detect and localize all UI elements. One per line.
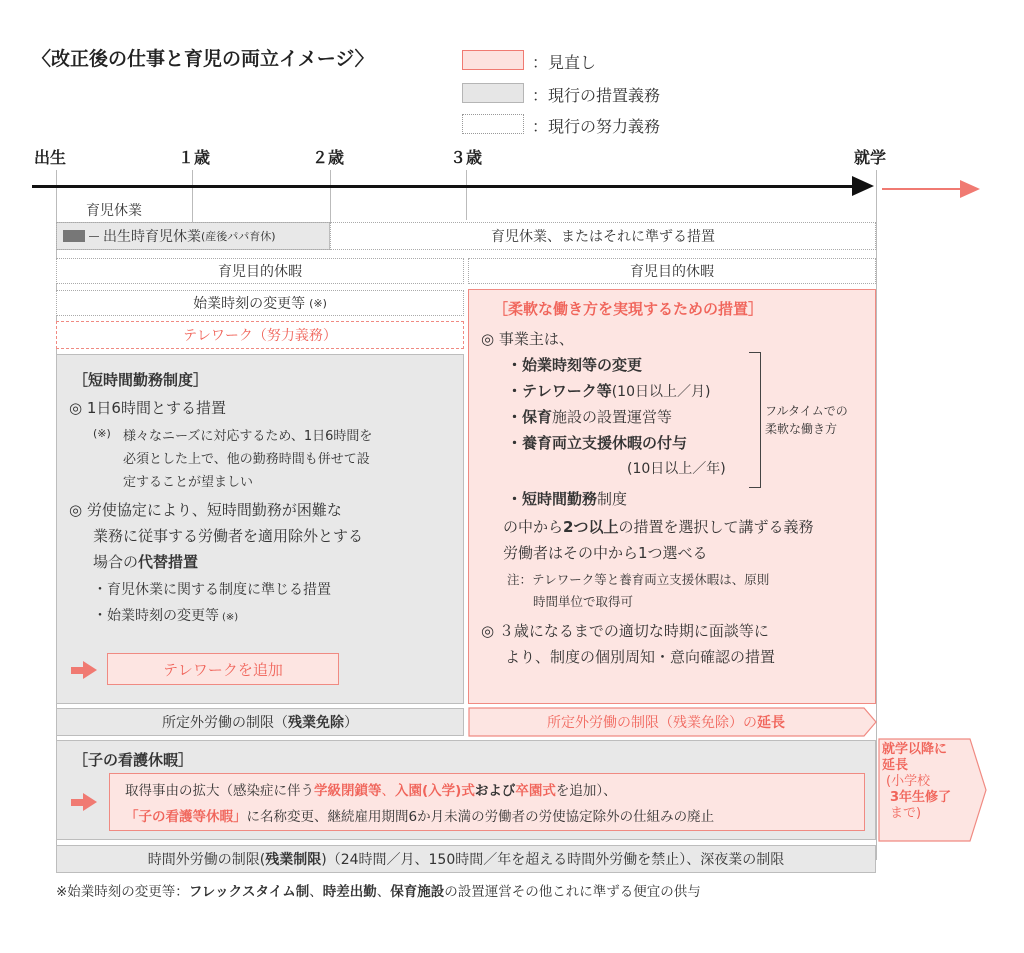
start-time-change-label: 始業時刻の変更等 — [193, 296, 306, 312]
short-hours-item1: ◎ 1日6時間とする措置 — [69, 399, 226, 417]
birth-leave-sub: (産後パパ育休) — [201, 230, 276, 243]
telework-add-arrow-icon — [71, 661, 97, 679]
flex-interview1: ◎ ３歳になるまでの適切な時期に面談等に — [481, 622, 769, 640]
flex-work-panel — [468, 289, 876, 704]
telework-effort-label: テレワーク（努力義務） — [183, 328, 337, 344]
fulltime-label1: フルタイムでの — [765, 404, 848, 418]
birth-leave-label: 出生時育児休業 — [103, 229, 201, 245]
extension-arrow-line — [882, 188, 962, 190]
extension-arrowhead — [960, 180, 980, 198]
extension-l3: (小学校 — [886, 774, 931, 789]
overtime-limit-row: 時間外労働の制限( 残業制限 )（24時間／月、150時間／年を超える時間外労働を禁止）、深夜業の制限 — [56, 845, 876, 873]
fulltime-bracket — [749, 352, 761, 488]
childcare-leave-label: 育児休業 — [86, 203, 142, 219]
extension-l2: 延長 — [882, 758, 909, 773]
sick-leave-arrow-icon — [71, 793, 97, 811]
purpose-leave-left: 育児目的休暇 — [56, 258, 464, 284]
extension-text — [882, 742, 951, 822]
short-hours-note2: 必須とした上で、他の勤務時間も併せて設 — [123, 452, 370, 467]
telework-add-box: テレワークを追加 — [107, 653, 339, 685]
legend-label-mandatory: ：現行の措置義務 — [532, 86, 661, 105]
birth-leave-bar — [56, 222, 330, 250]
legend-swatch-mandatory — [462, 83, 524, 103]
timeline-age2: ２歳 — [312, 148, 345, 167]
timeline-arrowhead — [852, 176, 874, 196]
tick-age2 — [330, 170, 331, 225]
timeline-school: 就学 — [854, 148, 887, 167]
short-hours-panel — [56, 354, 464, 704]
flex-heading: ［柔軟な働き方を実現するための措置］ — [493, 300, 764, 318]
flex-note1: 注：テレワーク等と養育両立支援休暇は、原則 — [507, 572, 770, 587]
extension-l4: 3年生修了 — [890, 790, 952, 805]
flex-measure2: ・テレワーク等(10日以上／月) — [507, 382, 711, 400]
flex-measure1: ・始業時刻等の変更 — [507, 356, 643, 374]
sick-leave-panel — [56, 740, 876, 840]
overtime-right-row: 所定外労働の制限（残業免除）の 延長 — [547, 715, 785, 731]
legend-label-effort: ：現行の努力義務 — [532, 117, 661, 136]
short-hours-note3: 定することが望ましい — [123, 475, 254, 490]
page-title: 〈改正後の仕事と育児の両立イメージ〉 — [32, 48, 374, 70]
tick-age1 — [192, 170, 193, 230]
flex-note2: 時間単位で取得可 — [533, 594, 634, 609]
flex-interview2: より、制度の個別周知・意向確認の措置 — [505, 648, 776, 666]
tick-age3 — [466, 170, 467, 220]
birth-leave-marker — [63, 230, 85, 242]
timeline-age1: １歳 — [178, 148, 211, 167]
short-hours-note-mark: (※) — [93, 427, 111, 440]
short-hours-item2c: 場合の代替措置 — [93, 553, 199, 571]
legend-swatch-effort — [462, 114, 524, 134]
short-hours-note1: 様々なニーズに対応するため、1日6時間を — [123, 429, 373, 444]
flex-measure5: ・短時間勤務制度 — [507, 490, 628, 508]
telework-effort-row — [56, 321, 464, 349]
timeline-birth: 出生 — [34, 148, 67, 167]
start-time-change-row — [56, 290, 464, 316]
fulltime-label2: 柔軟な働き方 — [765, 422, 838, 436]
overtime-left-row: 所定外労働の制限（ 残業免除 ） — [56, 708, 464, 736]
legend-swatch-revision — [462, 50, 524, 70]
flex-measure4: ・養育両立支援休暇の付与 — [507, 434, 688, 452]
timeline-age3: ３歳 — [450, 148, 483, 167]
flex-measure4-rest: (10日以上／年) — [627, 461, 726, 477]
short-hours-sub1: ・育児休業に関する制度に準じる措置 — [93, 582, 331, 598]
short-hours-item2a: ◎ 労使協定により、短時間勤務が困難な — [69, 501, 342, 519]
extension-l1: 就学以降に — [882, 742, 948, 757]
sick-leave-line1: 取得事由の拡大（感染症に伴う学級閉鎖等、入園(入学)式および卒園式を追加）、 — [125, 783, 617, 799]
sick-leave-heading: ［子の看護休暇］ — [73, 751, 194, 769]
footnote: ※始業時刻の変更等：フレックスタイム制、時差出勤、保育施設の設置運営その他これに準ずる便宜の供与 — [56, 884, 701, 900]
timeline-axis — [32, 185, 854, 188]
flex-worker: 労働者はその中から1つ選べる — [503, 544, 708, 562]
start-time-change-mark: (※) — [309, 296, 327, 310]
purpose-leave-right: 育児目的休暇 — [468, 258, 876, 284]
short-hours-sub2: ・始業時刻の変更等 (※) — [93, 608, 239, 624]
legend-label-revision: ：見直し — [532, 53, 597, 72]
flex-choose: の中から2つ以上の措置を選択して講ずる義務 — [503, 518, 814, 536]
tick-school — [876, 170, 877, 860]
flex-measure3: ・保育施設の設置運営等 — [507, 408, 673, 426]
extension-l5: まで) — [890, 806, 922, 821]
leave-or-equiv-bar: 育児休業、またはそれに準ずる措置 — [330, 222, 876, 250]
flex-employer: ◎ 事業主は、 — [481, 330, 574, 348]
short-hours-heading: ［短時間勤務制度］ — [73, 371, 209, 389]
short-hours-item2b: 業務に従事する労働者を適用除外とする — [93, 527, 364, 545]
sick-leave-line2: 「子の看護等休暇」に名称変更、継続雇用期間6か月未満の労働者の労使協定除外の仕組みの廃止 — [125, 809, 715, 825]
